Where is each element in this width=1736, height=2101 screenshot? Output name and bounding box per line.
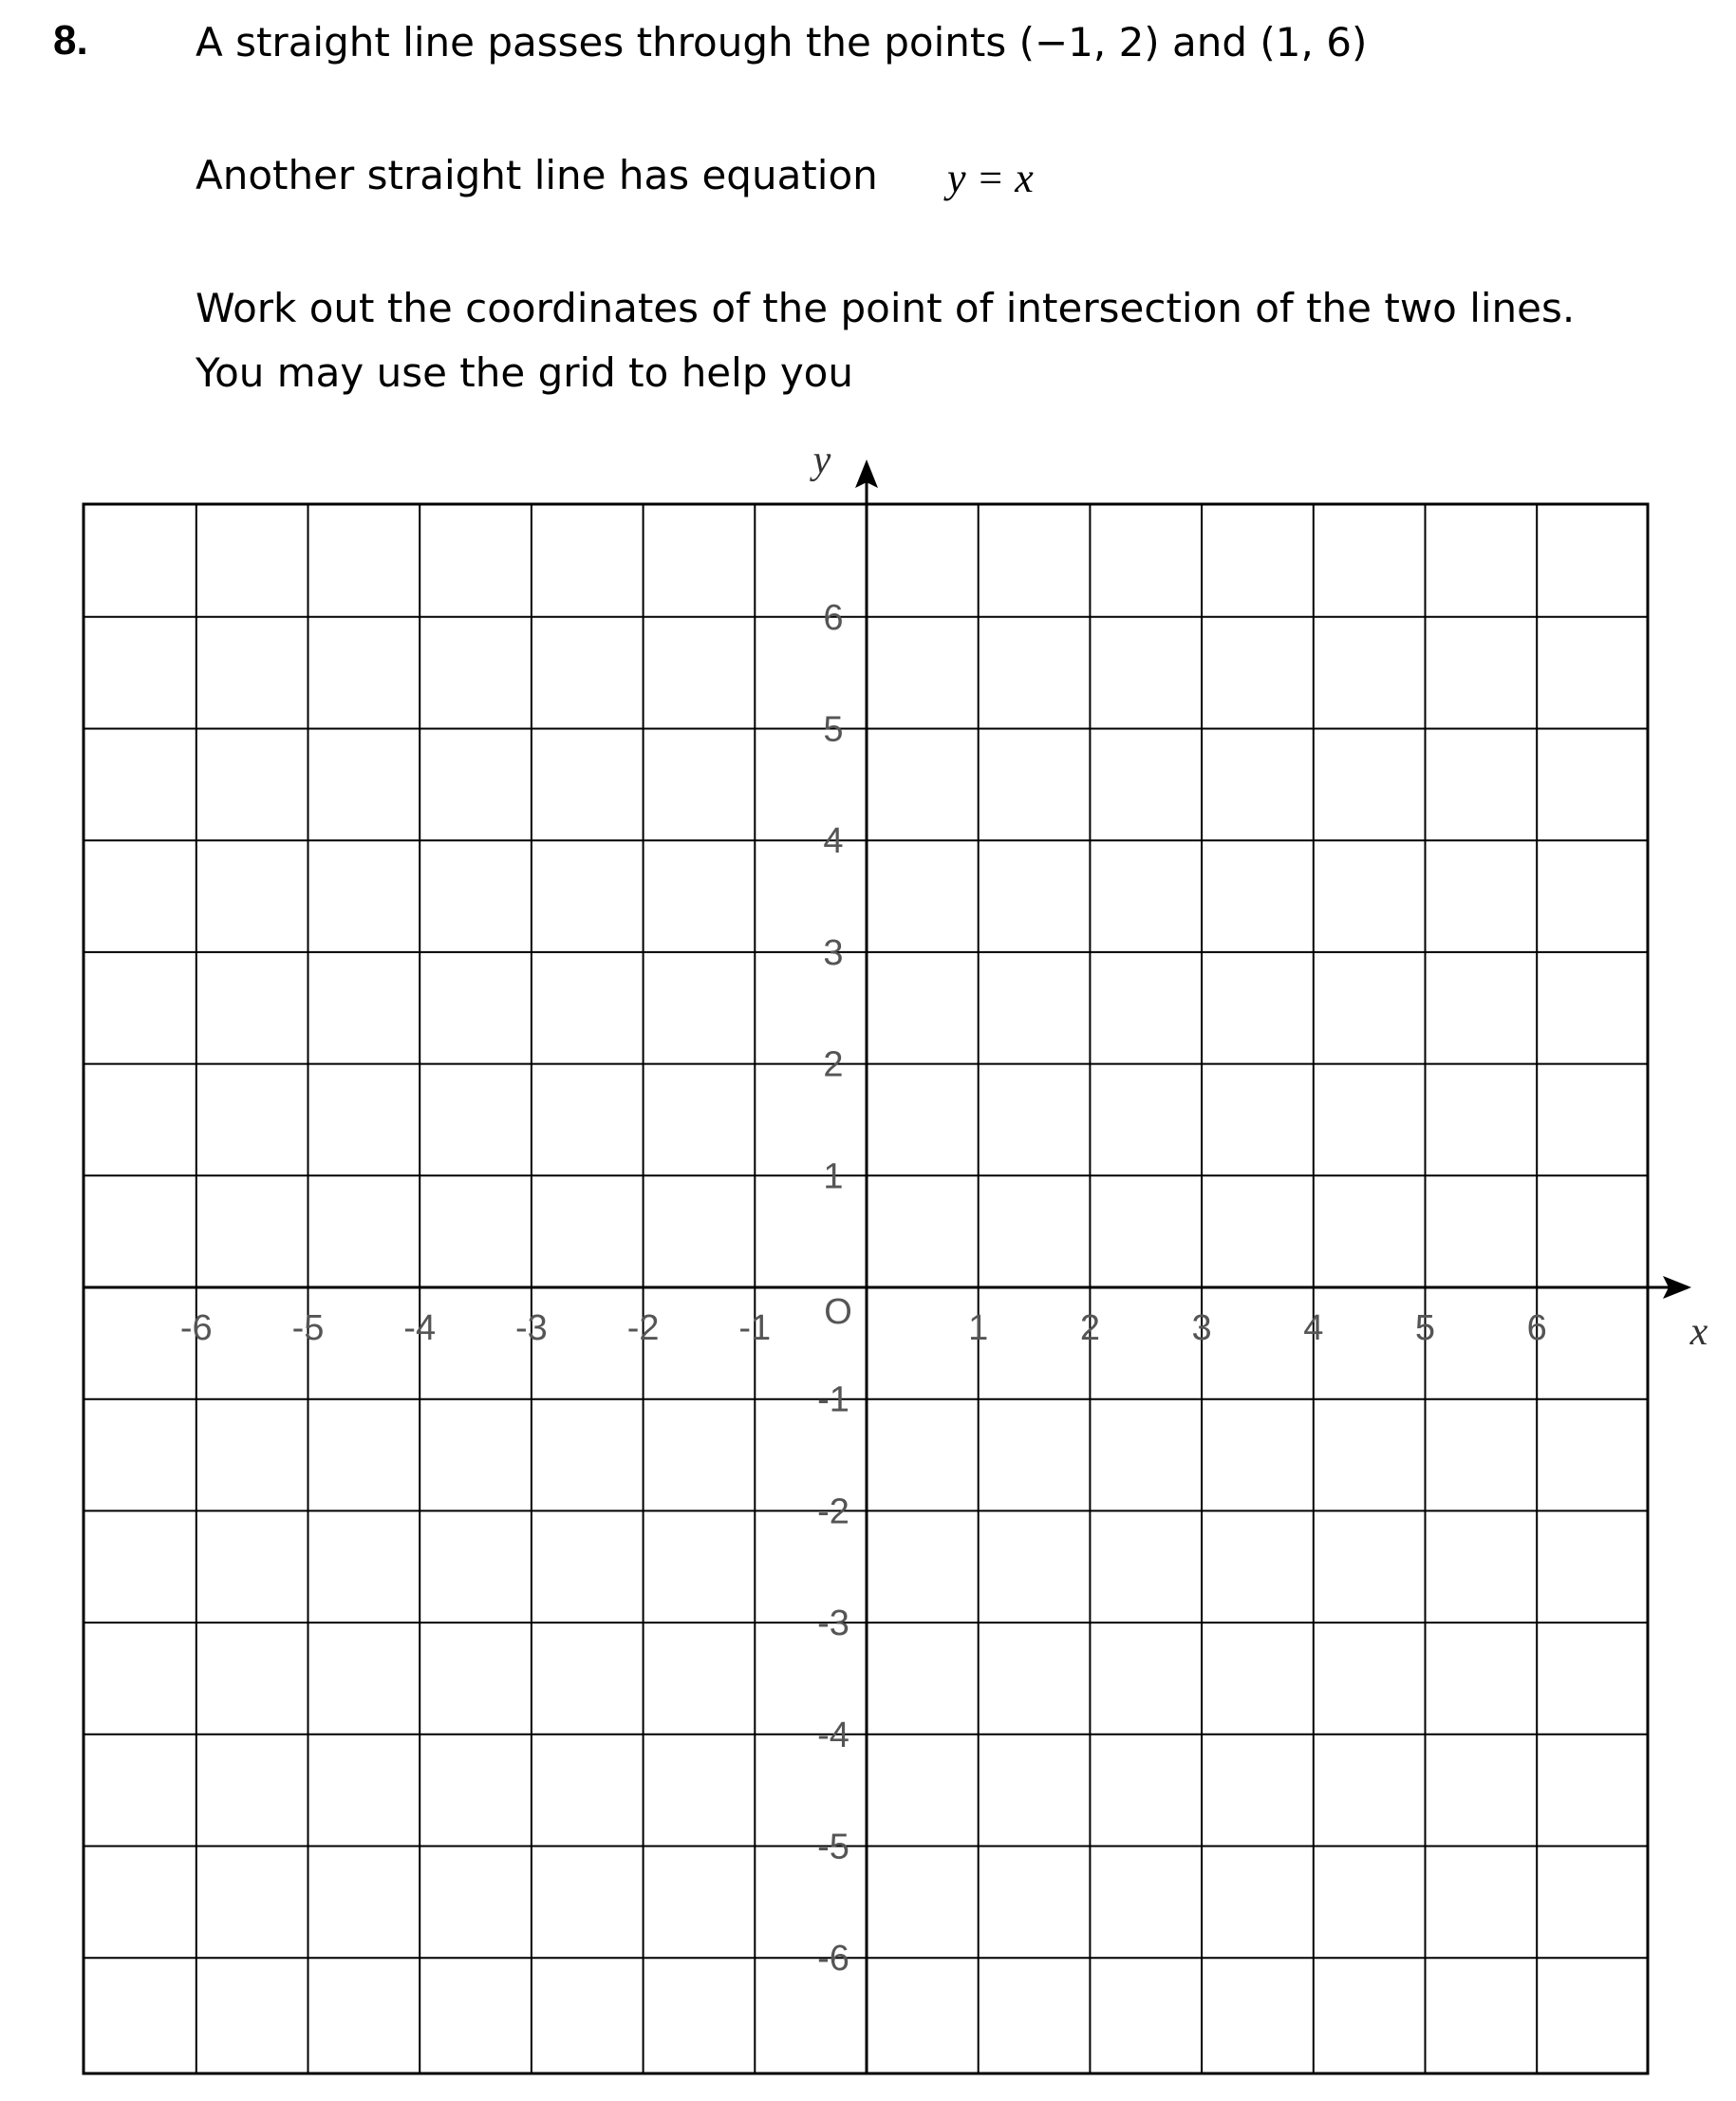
question-text-grid-hint: You may use the grid to help you: [196, 349, 853, 396]
y-tick-label: -6: [817, 1939, 849, 1979]
y-tick-label: -4: [817, 1715, 849, 1755]
question-number: 8.: [53, 17, 88, 64]
x-tick-label: -5: [291, 1308, 325, 1348]
y-tick-label: 1: [823, 1156, 844, 1197]
question-text-another-line: Another straight line has equation: [196, 152, 878, 198]
x-tick-label: 2: [1079, 1308, 1100, 1348]
x-tick-label: -1: [738, 1308, 772, 1348]
x-tick-label: -4: [403, 1308, 437, 1348]
y-tick-label: 4: [823, 821, 844, 862]
x-tick-label: -3: [515, 1308, 548, 1348]
y-tick-label: -2: [817, 1491, 849, 1532]
origin-label: O: [824, 1292, 852, 1332]
y-tick-label: 5: [823, 709, 844, 750]
line-equation: y = x: [947, 155, 1034, 201]
y-tick-label: -3: [817, 1604, 849, 1644]
x-tick-label: 3: [1191, 1308, 1212, 1348]
y-tick-label: -5: [817, 1827, 849, 1867]
y-tick-label: 2: [823, 1044, 844, 1085]
x-tick-label: 5: [1414, 1308, 1436, 1348]
y-axis-label: y: [812, 439, 831, 482]
question-text-instruction: Work out the coordinates of the point of intersection of the two lines.: [196, 285, 1576, 331]
x-tick-label: 4: [1303, 1308, 1324, 1348]
x-tick-label: 1: [968, 1308, 989, 1348]
x-axis-label: x: [1689, 1310, 1708, 1354]
y-tick-label: 3: [823, 932, 844, 973]
y-tick-label: -1: [817, 1379, 849, 1420]
x-tick-label: -6: [179, 1308, 213, 1348]
y-tick-label: 6: [823, 597, 844, 638]
x-tick-label: 6: [1526, 1308, 1547, 1348]
x-tick-label: -2: [626, 1308, 660, 1348]
question-text-points: A straight line passes through the points (−1, 2) and (1, 6): [196, 19, 1368, 66]
